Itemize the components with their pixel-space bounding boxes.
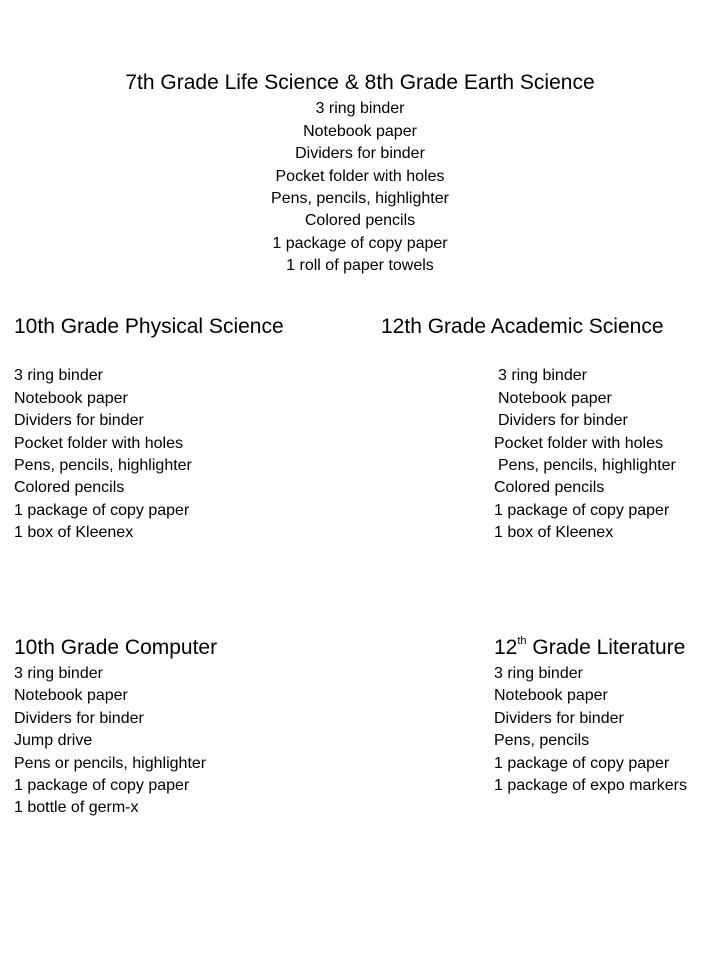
- list-item: Notebook paper: [303, 123, 417, 140]
- list-item: Colored pencils: [304, 212, 416, 229]
- list-item: Colored pencils: [494, 479, 605, 496]
- literature-title-number: 12: [494, 636, 518, 659]
- literature-title: [494, 635, 685, 661]
- computer-title: 10th Grade Computer: [14, 636, 218, 659]
- list-item: 1 roll of paper towels: [286, 257, 434, 274]
- list-item: 3 ring binder: [14, 367, 103, 384]
- list-item: 1 bottle of germ-x: [14, 799, 139, 816]
- physical-science-title: 10th Grade Physical Science: [14, 315, 284, 338]
- list-item: 3 ring binder: [315, 100, 405, 117]
- list-item: 1 package of copy paper: [494, 755, 670, 772]
- list-item: Pens, pencils, highlighter: [498, 457, 676, 474]
- list-item: Pens or pencils, highlighter: [14, 755, 207, 772]
- list-item: Pens, pencils: [494, 732, 590, 749]
- list-item: Dividers for binder: [14, 412, 144, 429]
- list-item: Dividers for binder: [295, 145, 425, 162]
- list-item: 3 ring binder: [494, 665, 583, 682]
- list-item: 3 ring binder: [14, 665, 103, 682]
- list-item: Pocket folder with holes: [275, 168, 445, 185]
- list-item: 1 package of copy paper: [272, 235, 448, 252]
- list-item: Notebook paper: [494, 687, 608, 704]
- list-item: 1 box of Kleenex: [494, 524, 614, 541]
- literature-title-ordinal: th: [517, 635, 527, 647]
- list-item: 1 package of copy paper: [494, 502, 670, 519]
- list-item: Pocket folder with holes: [494, 435, 663, 452]
- list-item: Pocket folder with holes: [14, 435, 183, 452]
- list-item: Pens, pencils, highlighter: [271, 190, 449, 207]
- list-item: Notebook paper: [14, 390, 128, 407]
- list-item: 1 box of Kleenex: [14, 524, 134, 541]
- list-item: Dividers for binder: [14, 710, 144, 727]
- list-item: Pens, pencils, highlighter: [14, 457, 192, 474]
- list-item: Dividers for binder: [498, 412, 628, 429]
- list-item: 1 package of expo markers: [494, 777, 687, 794]
- list-item: Jump drive: [14, 732, 93, 749]
- list-item: 3 ring binder: [498, 367, 587, 384]
- list-item: Dividers for binder: [494, 710, 624, 727]
- academic-science-title: 12th Grade Academic Science: [381, 315, 664, 338]
- list-item: Notebook paper: [14, 687, 128, 704]
- list-item: Colored pencils: [14, 479, 125, 496]
- list-item: 1 package of copy paper: [14, 777, 190, 794]
- list-item: Notebook paper: [498, 390, 612, 407]
- list-item: 1 package of copy paper: [14, 502, 190, 519]
- top-section-title: 7th Grade Life Science & 8th Grade Earth Science: [125, 71, 595, 94]
- literature-title-text: Grade Literature: [526, 636, 686, 659]
